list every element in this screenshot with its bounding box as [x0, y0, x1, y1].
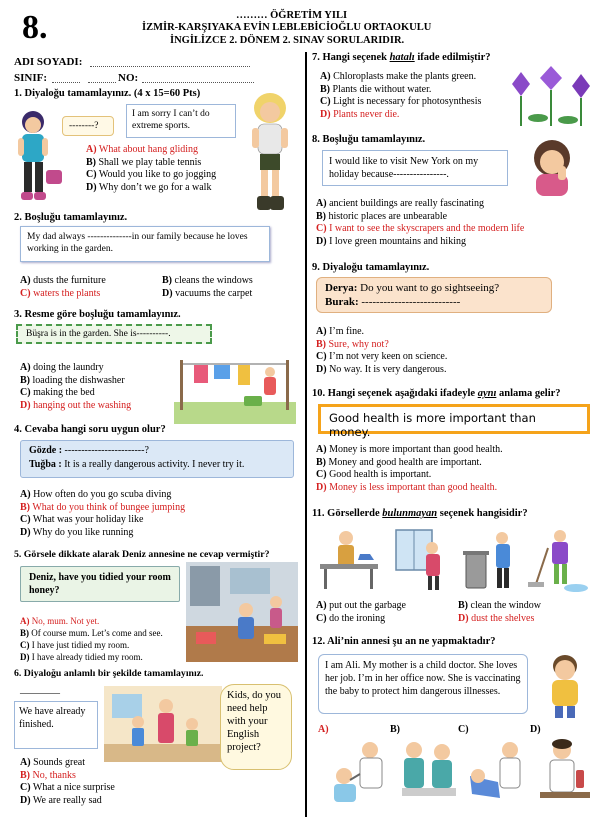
q3-option-a[interactable]: A) doing the laundry — [20, 362, 104, 373]
q8-option-d[interactable]: D) I love green mountains and hiking — [316, 235, 466, 247]
q2-option-a[interactable]: A) dusts the furniture — [20, 275, 106, 286]
q9-title: 9. Diyaloğu tamamlayınız. — [312, 262, 430, 273]
boy-illustration — [538, 650, 592, 718]
q7-options — [320, 71, 481, 121]
q2-text-box: My dad always --------------in our family because he loves working in the garden. — [20, 226, 270, 262]
girl-with-bag-illustration — [8, 108, 64, 210]
q10-option-c[interactable]: C) Good health is important. — [316, 469, 432, 480]
q4-dialogue-box: Gözde : ------------------------? Tuğba : It is a really dangerous activity. I never try it. — [20, 440, 294, 478]
q7-title: 7. Hangi seçenek hatalı ifade edilmiştir? — [312, 52, 491, 63]
q8-title: 8. Boşluğu tamamlayınız. — [312, 134, 426, 145]
q8-option-a[interactable]: A) ancient buildings are really fascinating — [316, 198, 485, 209]
no-field[interactable] — [142, 82, 254, 83]
header-line-1: ……… ÖĞRETİM YILI — [236, 10, 348, 21]
q8-option-c[interactable]: C) I want to see the skyscrapers and the modern life — [316, 223, 525, 234]
q11-option-b[interactable]: B) clean the window — [458, 600, 542, 611]
q4-option-a[interactable]: A) How often do you go scuba diving — [20, 489, 172, 500]
q5-option-d[interactable]: D) I have already tidied my room. — [20, 652, 143, 662]
q5-options — [20, 615, 163, 663]
header-line-2: İZMİR-KARŞIYAKA EVİN LEBLEBİCİOĞLU ORTAOKULU — [142, 22, 432, 33]
q6-options — [20, 757, 115, 807]
q6-right-bubble: Kids, do you need help with your English project? — [220, 684, 292, 770]
q1-option-d[interactable]: D) Why don’t we go for a walk — [86, 181, 212, 193]
q9-option-b[interactable]: B) Sure, why not? — [316, 338, 389, 350]
chores-illustrations — [316, 524, 592, 594]
q1-title: 1. Diyaloğu tamamlayınız. (4 x 15=60 Pts) — [14, 88, 201, 99]
messy-room-illustration — [186, 562, 298, 662]
q12-label-d[interactable]: D) — [530, 724, 541, 735]
q10-option-a[interactable]: A) Money is more important than good health. — [316, 444, 503, 455]
q2-title: 2. Boşluğu tamamlayınız. — [14, 212, 128, 223]
q2-option-c[interactable]: C) waters the plants — [20, 287, 101, 299]
q5-option-c[interactable]: C) I have just tidied my room. — [20, 640, 130, 650]
blonde-girl-illustration — [240, 90, 300, 214]
q3-options — [20, 362, 131, 412]
q12-label-a[interactable]: A) — [318, 724, 329, 735]
q7-option-c[interactable]: C) Light is necessary for photosynthesis — [320, 96, 482, 107]
q1-left-bubble: --------? — [62, 116, 114, 136]
q6-option-a[interactable]: A) Sounds great — [20, 757, 86, 768]
q9-options — [316, 326, 447, 376]
q11-option-c[interactable]: C) do the ironing — [316, 612, 386, 624]
q11-options-right — [458, 600, 541, 625]
class-field[interactable] — [52, 82, 80, 83]
header-line-3: İNGİLİZCE 2. DÖNEM 2. SINAV SORULARIDIR. — [170, 35, 405, 46]
q12-title: 12. Ali’nin annesi şu an ne yapmaktadır? — [312, 636, 496, 647]
q1-options — [86, 144, 216, 194]
q1-option-a[interactable]: A) What about hang gliding — [86, 144, 199, 155]
q12-label-b[interactable]: B) — [390, 724, 400, 735]
q10-option-d[interactable]: D) Money is less important than good health. — [316, 481, 498, 493]
q4-option-b[interactable]: B) What do you think of bungee jumping — [20, 501, 186, 513]
q11-option-d[interactable]: D) dust the shelves — [458, 612, 535, 624]
q3-option-c[interactable]: C) making the bed — [20, 387, 95, 398]
q4-options — [20, 489, 185, 539]
mother-and-kids-illustration — [104, 686, 222, 762]
q11-option-a[interactable]: A) put out the garbage — [316, 600, 406, 611]
purple-flowers-illustration — [508, 66, 600, 128]
q3-title: 3. Resme göre boşluğu tamamlayınız. — [14, 309, 181, 320]
hanging-laundry-illustration — [174, 350, 296, 424]
q7-option-d[interactable]: D) Plants never die. — [320, 108, 400, 120]
q2-option-d[interactable]: D) vacuums the carpet — [162, 287, 253, 299]
q12-label-c[interactable]: C) — [458, 724, 469, 735]
q6-option-d[interactable]: D) We are really sad — [20, 794, 102, 806]
q5-option-b[interactable]: B) Of course mum. Let’s come and see. — [20, 628, 163, 638]
q6-blank: ________ — [20, 684, 60, 695]
dentist-illustration — [464, 736, 530, 812]
q2-options-left — [20, 275, 106, 300]
q3-option-d[interactable]: D) hanging out the washing — [20, 399, 132, 411]
q6-option-b[interactable]: B) No, thanks — [20, 769, 76, 781]
q5-bubble: Deniz, have you tidied your room honey? — [20, 566, 180, 602]
q8-option-b[interactable]: B) historic places are unbearable — [316, 210, 448, 222]
q9-option-a[interactable]: A) I’m fine. — [316, 326, 365, 337]
class-label: SINIF: — [14, 72, 48, 84]
surgeons-illustration — [396, 736, 462, 812]
q10-options — [316, 444, 503, 494]
q5-option-a[interactable]: A) No, mum. Not yet. — [20, 616, 100, 626]
q6-title: 6. Diyaloğu anlamlı bir şekilde tamamlayınız. — [14, 668, 204, 679]
q8-options — [316, 198, 524, 248]
q4-title: 4. Cevaba hangi soru uygun olur? — [14, 424, 166, 435]
q3-option-b[interactable]: B) loading the dishwasher — [20, 374, 125, 386]
q1-option-c[interactable]: C) Would you like to go jogging — [86, 169, 217, 180]
class-field-2[interactable] — [88, 82, 116, 83]
q2-options-right — [162, 275, 253, 300]
big-number: 8. — [22, 9, 48, 46]
q8-text-box: I would like to visit New York on my holiday because----------------. — [322, 150, 508, 186]
name-field[interactable] — [90, 66, 250, 67]
woman-thinking-illustration — [522, 136, 584, 196]
q7-option-a[interactable]: A) Chloroplasts make the plants green. — [320, 71, 477, 82]
q1-right-bubble: I am sorry I can’t do extreme sports. — [126, 104, 236, 138]
q6-left-box: We have already finished. — [14, 701, 98, 749]
name-label: ADI SOYADI: — [14, 56, 83, 68]
column-divider — [305, 52, 307, 817]
q3-text-box: Büşra is in the garden. She is----------. — [16, 324, 212, 344]
q6-option-c[interactable]: C) What a nice surprise — [20, 782, 115, 793]
q1-option-b[interactable]: B) Shall we play table tennis — [86, 156, 202, 168]
q4-option-c[interactable]: C) What was your holiday like — [20, 514, 144, 525]
q10-option-b[interactable]: B) Money and good health are important. — [316, 456, 482, 468]
scientist-illustration — [532, 736, 598, 812]
q9-dialogue-box: Derya: Do you want to go sightseeing? Burak: --------------------------- — [316, 277, 552, 313]
q11-options-left — [316, 600, 406, 625]
no-label: NO: — [118, 72, 139, 84]
q7-option-b[interactable]: B) Plants die without water. — [320, 83, 432, 95]
q4-option-d[interactable]: D) Why do you like running — [20, 526, 134, 538]
q9-option-d[interactable]: D) No way. It is very dangerous. — [316, 363, 447, 375]
q2-option-b[interactable]: B) cleans the windows — [162, 275, 253, 286]
q10-text-box: Good health is more important than money. — [318, 404, 590, 434]
q9-option-c[interactable]: C) I’m not very keen on science. — [316, 351, 448, 362]
doctor-vaccinating-illustration — [326, 736, 392, 812]
q11-title: 11. Görsellerde bulunmayan seçenek hangisidir? — [312, 508, 528, 519]
q10-title: 10. Hangi seçenek aşağıdaki ifadeyle aynı anlama gelir? — [312, 388, 561, 399]
q12-text-box: I am Ali. My mother is a child doctor. She loves her job. I’m in her office now. She is vaccinating the baby to protect him dangerous illnesses. — [318, 654, 528, 714]
q5-title: 5. Görsele dikkate alarak Deniz annesine ne cevap vermiştir? — [14, 549, 270, 560]
